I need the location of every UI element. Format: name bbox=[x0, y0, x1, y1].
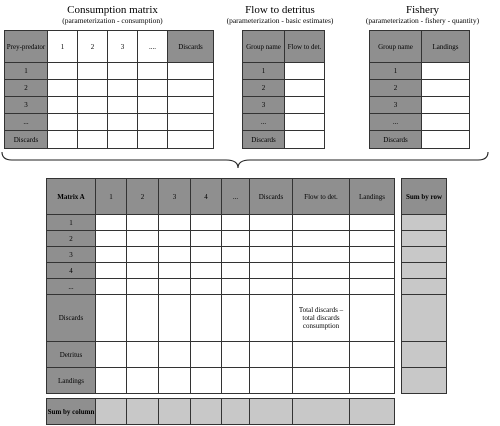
consumption-col-header: 1 bbox=[48, 31, 78, 63]
detritus-title: Flow to detritus bbox=[245, 4, 315, 16]
detritus-col-header: Flow to det. bbox=[285, 31, 325, 63]
matrix-a-col-header: Flow to det. bbox=[293, 179, 350, 215]
fishery-corner-header: Group name bbox=[370, 31, 422, 63]
fishery-row-header: Discards bbox=[370, 131, 422, 149]
detritus-row-header: 3 bbox=[243, 97, 285, 114]
sum-by-row-table bbox=[401, 178, 447, 394]
fishery-col-header: Landings bbox=[422, 31, 470, 63]
consumption-col-header: 2 bbox=[78, 31, 108, 63]
matrix-a-col-header: ... bbox=[222, 179, 250, 215]
consumption-subtitle: (parameterization - consumption) bbox=[62, 16, 163, 25]
consumption-row-header: ... bbox=[5, 114, 48, 131]
fishery-row-header: 3 bbox=[370, 97, 422, 114]
sum-by-column-header: Sum by column bbox=[47, 399, 96, 425]
fishery-row-header: 2 bbox=[370, 80, 422, 97]
fishery-table bbox=[369, 30, 470, 149]
consumption-row-header: 1 bbox=[5, 63, 48, 80]
matrix-a-row-header: ... bbox=[47, 279, 96, 295]
detritus-row-header: 2 bbox=[243, 80, 285, 97]
fishery-row-header: ... bbox=[370, 114, 422, 131]
matrix-a-row-header: Discards bbox=[47, 295, 96, 342]
fishery-title: Fishery bbox=[406, 4, 439, 16]
consumption-corner-header: Prey-predator bbox=[5, 31, 48, 63]
matrix-a-row-header: 4 bbox=[47, 263, 96, 279]
matrix-a-row-header: 3 bbox=[47, 247, 96, 263]
matrix-a-row-header: 2 bbox=[47, 231, 96, 247]
consumption-col-header: .... bbox=[138, 31, 168, 63]
flow-to-detritus-table bbox=[242, 30, 325, 149]
consumption-col-header: 3 bbox=[108, 31, 138, 63]
detritus-corner-header: Group name bbox=[243, 31, 285, 63]
matrix-a-col-header: 1 bbox=[96, 179, 127, 215]
consumption-title: Consumption matrix bbox=[67, 4, 158, 16]
matrix-a-col-header: 2 bbox=[127, 179, 159, 215]
consumption-row-header: 2 bbox=[5, 80, 48, 97]
consumption-row-header: 3 bbox=[5, 97, 48, 114]
matrix-a-col-header: 3 bbox=[159, 179, 191, 215]
matrix-a-col-header: 4 bbox=[191, 179, 222, 215]
matrix-a-table bbox=[46, 178, 395, 394]
matrix-a-corner-header: Matrix A bbox=[47, 179, 96, 215]
fishery-row-header: 1 bbox=[370, 63, 422, 80]
detritus-row-header: ... bbox=[243, 114, 285, 131]
sum-by-column-table bbox=[46, 398, 395, 425]
matrix-a-col-header: Landings bbox=[350, 179, 395, 215]
matrix-a-col-header: Discards bbox=[250, 179, 293, 215]
detritus-subtitle: (parameterization - basic estimates) bbox=[226, 16, 334, 25]
detritus-row-header: Discards bbox=[243, 131, 285, 149]
matrix-a-row-header: 1 bbox=[47, 215, 96, 231]
sum-by-row-header: Sum by row bbox=[402, 179, 447, 215]
discards-flow-note: Total discards – total discards consumption bbox=[293, 295, 350, 342]
consumption-col-header: Discards bbox=[168, 31, 214, 63]
matrix-a-row-header: Detritus bbox=[47, 342, 96, 368]
consumption-row-header: Discards bbox=[5, 131, 48, 149]
matrix-a-row-header: Landings bbox=[47, 368, 96, 394]
consumption-matrix-table bbox=[4, 30, 214, 149]
grouping-brace bbox=[0, 150, 500, 172]
fishery-subtitle: (parameterization - fishery - quantity) bbox=[365, 16, 480, 25]
detritus-row-header: 1 bbox=[243, 63, 285, 80]
